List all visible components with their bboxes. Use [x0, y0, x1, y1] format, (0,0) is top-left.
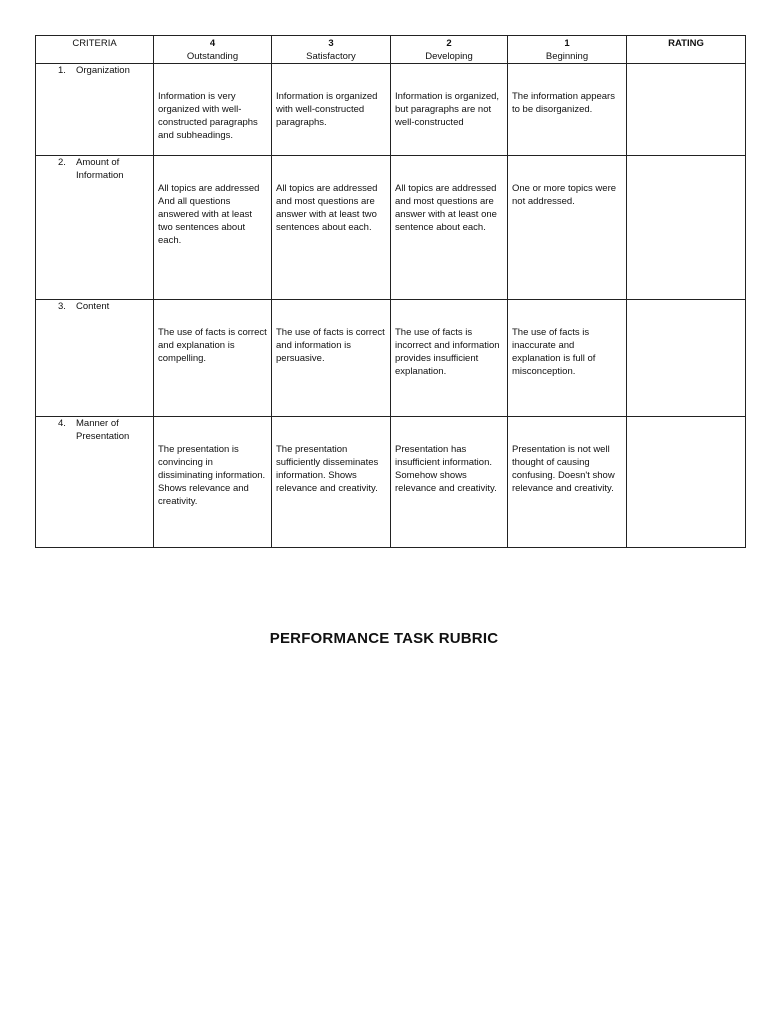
rating-cell — [627, 156, 746, 300]
descriptor-cell: Information is organized, but paragraphs are not well-constructed — [391, 64, 508, 156]
criterion-number: 1. — [58, 65, 66, 76]
table-row — [36, 417, 746, 548]
descriptor-cell: The use of facts is incorrect and information provides insufficient explanation. — [391, 300, 508, 417]
level-label: Beginning — [545, 51, 589, 62]
header-level-2 — [391, 36, 508, 64]
rubric-table — [35, 35, 746, 548]
header-level-1 — [508, 36, 627, 64]
criterion-label: Organization — [76, 65, 130, 76]
descriptor-cell: The use of facts is inaccurate and explanation is full of misconception. — [508, 300, 627, 417]
criterion-number: 3. — [58, 301, 66, 312]
criterion-cell — [36, 156, 154, 300]
descriptor-cell: The presentation is convincing in dissiminating information. Shows relevance and creativity. — [154, 417, 272, 548]
header-level-4 — [154, 36, 272, 64]
criterion-label: Manner of Presentation — [76, 418, 130, 442]
descriptor-cell: All topics are addressed and most questions are answer with at least one sentence about each. — [391, 156, 508, 300]
criterion-number: 2. — [58, 157, 66, 168]
level-score: 3 — [328, 38, 334, 49]
header-criteria: CRITERIA — [36, 36, 154, 64]
criterion-label: Amount of Information — [76, 157, 124, 181]
header-level-3 — [272, 36, 391, 64]
level-score: 1 — [564, 38, 570, 49]
descriptor-cell: All topics are addressed and most questions are answer with at least two sentences about each. — [272, 156, 391, 300]
descriptor-cell: Presentation is not well thought of causing confusing. Doesn't show relevance and creativity. — [508, 417, 627, 548]
criterion-number: 4. — [58, 418, 66, 429]
level-label: Outstanding — [186, 51, 239, 62]
descriptor-cell: The presentation sufficiently disseminates information. Shows relevance and creativity. — [272, 417, 391, 548]
criterion-cell — [36, 64, 154, 156]
descriptor-cell: All topics are addressed And all questions answered with at least two sentences about each. — [154, 156, 272, 300]
descriptor-cell: The use of facts is correct and information is persuasive. — [272, 300, 391, 417]
rating-cell — [627, 417, 746, 548]
criterion-cell — [36, 300, 154, 417]
descriptor-cell: The information appears to be disorganized. — [508, 64, 627, 156]
descriptor-cell: Information is very organized with well-constructed paragraphs and subheadings. — [154, 64, 272, 156]
level-label: Satisfactory — [306, 51, 356, 62]
level-score: 4 — [209, 38, 216, 49]
table-row — [36, 64, 746, 156]
level-score: 2 — [446, 38, 452, 49]
criterion-label: Content — [76, 301, 110, 312]
rating-cell — [627, 300, 746, 417]
page-title: PERFORMANCE TASK RUBRIC — [269, 630, 499, 647]
rating-cell — [627, 64, 746, 156]
descriptor-cell: Information is organized with well-constructed paragraphs. — [272, 64, 391, 156]
header-row — [36, 36, 746, 64]
table-row — [36, 156, 746, 300]
level-label: Developing — [425, 51, 473, 62]
descriptor-cell: One or more topics were not addressed. — [508, 156, 627, 300]
table-row — [36, 300, 746, 417]
descriptor-cell: The use of facts is correct and explanation is compelling. — [154, 300, 272, 417]
criterion-cell — [36, 417, 154, 548]
descriptor-cell: Presentation has insufficient information. Somehow shows relevance and creativity. — [391, 417, 508, 548]
header-rating: RATING — [627, 36, 746, 64]
